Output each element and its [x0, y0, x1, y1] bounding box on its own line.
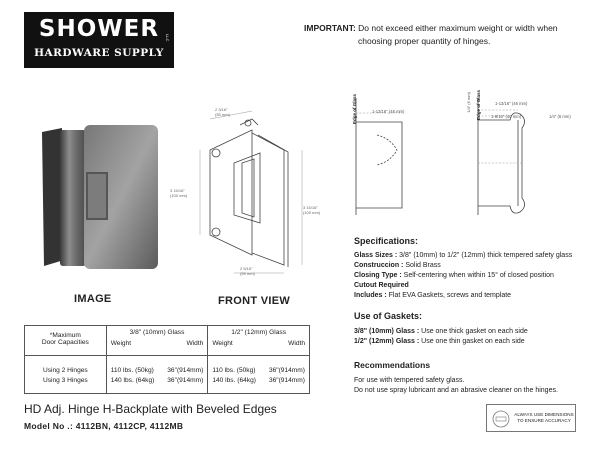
gaskets-list	[354, 327, 594, 347]
dim-gap-c: 1-9/16" (40 mm)	[491, 114, 522, 119]
logo-llc: LLC	[165, 34, 170, 42]
specs-list	[354, 251, 594, 301]
specs-title: Specifications:	[354, 236, 419, 246]
edge-of-glass-left: Edge of Glass	[352, 94, 357, 125]
dimensions-badge	[486, 404, 576, 432]
dim-gap-d: 1/4" (6 mm)	[549, 114, 571, 119]
edge-of-glass-right: Edge of Glass	[476, 90, 481, 121]
recommendations-title: Recommendations	[354, 360, 431, 370]
recommendation-line2: Do not use spray lubricant and an abrasive cleaner on the hinges.	[354, 387, 558, 394]
dim-top: 2 3/16" (55 mm)	[215, 107, 230, 117]
gaskets-title: Use of Gaskets:	[354, 311, 423, 321]
dim-small-a: 1/4" (6 mm)	[466, 92, 471, 113]
table-head-a: 3/8" (10mm) Glass Weight Width	[106, 326, 208, 356]
table-head-b: 1/2" (12mm) Glass Weight Width	[208, 326, 310, 356]
dim-gap-a: 1-13/16" (46 mm)	[372, 109, 405, 114]
table-head-label: *Maximum Door Capacities	[25, 326, 107, 356]
brand-logo	[24, 12, 174, 68]
front-view-drawing	[190, 105, 325, 285]
badge-text: ALWAYS USE DIMENSIONS TO ENSURE ACCURACY	[514, 412, 574, 423]
logo-line2: HARDWARE SUPPLY	[34, 47, 164, 59]
dim-bottom: 2 5/16" (59 mm)	[240, 266, 255, 276]
table-row-labels: Using 2 Hinges Using 3 Hinges	[25, 356, 107, 394]
dim-right: 3 15/16" (100 mm)	[303, 205, 321, 215]
recommendation-line1: For use with tempered safety glass.	[354, 377, 465, 384]
spec-item: Closing Type : Self-centering when within 15° of closed position	[354, 272, 554, 279]
model-numbers: Model No .: 4112BN, 4112CP, 4112MB	[24, 421, 184, 431]
capacity-table	[24, 325, 310, 394]
caption-image: IMAGE	[74, 293, 112, 305]
table-row-b: 110 lbs. (50kg) 36"(914mm) 140 lbs. (64kg) 36"(914mm)	[208, 356, 310, 394]
spec-item: Glass Sizes : 3/8" (10mm) to 1/2" (12mm) thick tempered safety glass	[354, 252, 573, 259]
important-line1: Do not exceed either maximum weight or width when	[358, 23, 558, 33]
gasket-item: 3/8" (10mm) Glass : Use one thick gasket on each side	[354, 328, 528, 335]
dim-left: 3 15/16" (100 mm)	[170, 188, 188, 198]
spec-item: Construccion : Solid Brass	[354, 262, 441, 269]
caption-front-view: FRONT VIEW	[218, 295, 291, 307]
logo-line1: SHOWER	[38, 16, 160, 42]
product-image	[30, 120, 170, 280]
important-label: IMPORTANT:	[304, 23, 356, 33]
gasket-item: 1/2" (12mm) Glass : Use one thin gasket on each side	[354, 338, 525, 345]
spec-item: Cutout Required	[354, 282, 409, 289]
ruler-icon	[492, 410, 510, 428]
important-line2: choosing proper quantity of hinges.	[358, 36, 491, 46]
important-note	[304, 22, 574, 48]
dim-gap-b: 1-13/16" (46 mm)	[495, 101, 528, 106]
product-title: HD Adj. Hinge H-Backplate with Beveled Edges	[24, 402, 277, 416]
table-row-a: 110 lbs. (50kg) 36"(914mm) 140 lbs. (64kg) 36"(914mm)	[106, 356, 208, 394]
spec-item: Includes : Flat EVA Gaskets, screws and template	[354, 292, 512, 299]
